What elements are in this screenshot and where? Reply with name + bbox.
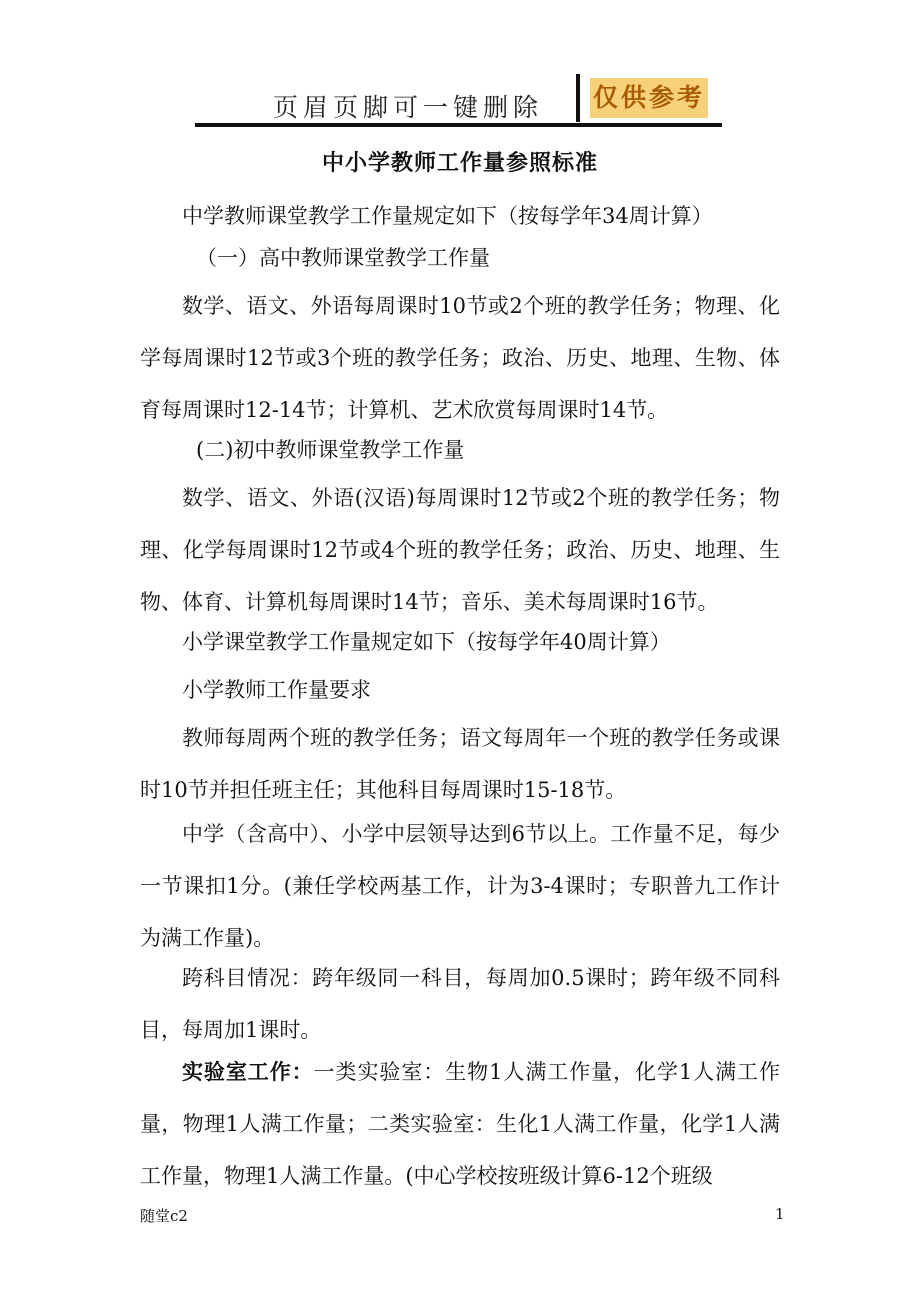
paragraph-cross-subject: 跨科目情况：跨年级同一科目，每周加0.5课时；跨年级不同科目，每周加1课时。 bbox=[140, 966, 780, 1042]
paragraph-junior-high-workload: 数学、语文、外语(汉语)每周课时12节或2个班的教学任务；物理、化学每周课时12节或4个班的教学任务；政治、历史、地理、生物、体育、计算机每周课时14节；音乐、美术每周课时16节。 bbox=[140, 486, 780, 614]
header-text: 页眉页脚可一键删除 bbox=[273, 93, 544, 122]
laboratory-text: 一类实验室：生物1人满工作量，化学1人满工作量，物理1人满工作量；二类实验室：生化1人满工作量，化学1人满工作量，物理1人满工作量。(中心学校按班级计算6-12个班级 bbox=[140, 1060, 780, 1188]
laboratory-lead: 实验室工作： bbox=[182, 1059, 314, 1084]
document-title: 中小学教师工作量参照标准 bbox=[321, 150, 598, 176]
header-rule bbox=[195, 123, 722, 127]
page-header bbox=[195, 72, 722, 127]
paragraph-leadership: 中学（含高中）、小学中层领导达到6节以上。工作量不足，每少一节课扣1分。(兼任学校两基工作，计为3-4课时；专职普九工作计为满工作量)。 bbox=[140, 822, 780, 950]
paragraph-primary-workload: 教师每周两个班的教学任务；语文每周年一个班的教学任务或课时10节并担任班主任；其他科目每周课时15-18节。 bbox=[140, 726, 780, 802]
paragraph-laboratory bbox=[140, 1046, 780, 1202]
section-heading-junior-high: (二)初中教师课堂教学工作量 bbox=[196, 438, 465, 462]
footer-label: 随堂c2 bbox=[140, 1207, 188, 1225]
paragraph-primary-intro: 小学课堂教学工作量规定如下（按每学年40周计算） bbox=[182, 630, 671, 654]
paragraph-high-school-workload: 数学、语文、外语每周课时10节或2个班的教学任务；物理、化学每周课时12节或3个班的教学任务；政治、历史、地理、生物、体育每周课时12-14节；计算机、艺术欣赏每周课时14节。 bbox=[140, 294, 780, 422]
reference-badge: 仅供参考 bbox=[590, 78, 708, 118]
page-number: 1 bbox=[775, 1205, 785, 1223]
paragraph-middle-school-intro: 中学教师课堂教学工作量规定如下（按每学年34周计算） bbox=[182, 204, 713, 228]
header-divider bbox=[576, 74, 580, 122]
section-heading-high-school: （一）高中教师课堂教学工作量 bbox=[196, 246, 490, 270]
section-heading-primary: 小学教师工作量要求 bbox=[182, 678, 371, 702]
